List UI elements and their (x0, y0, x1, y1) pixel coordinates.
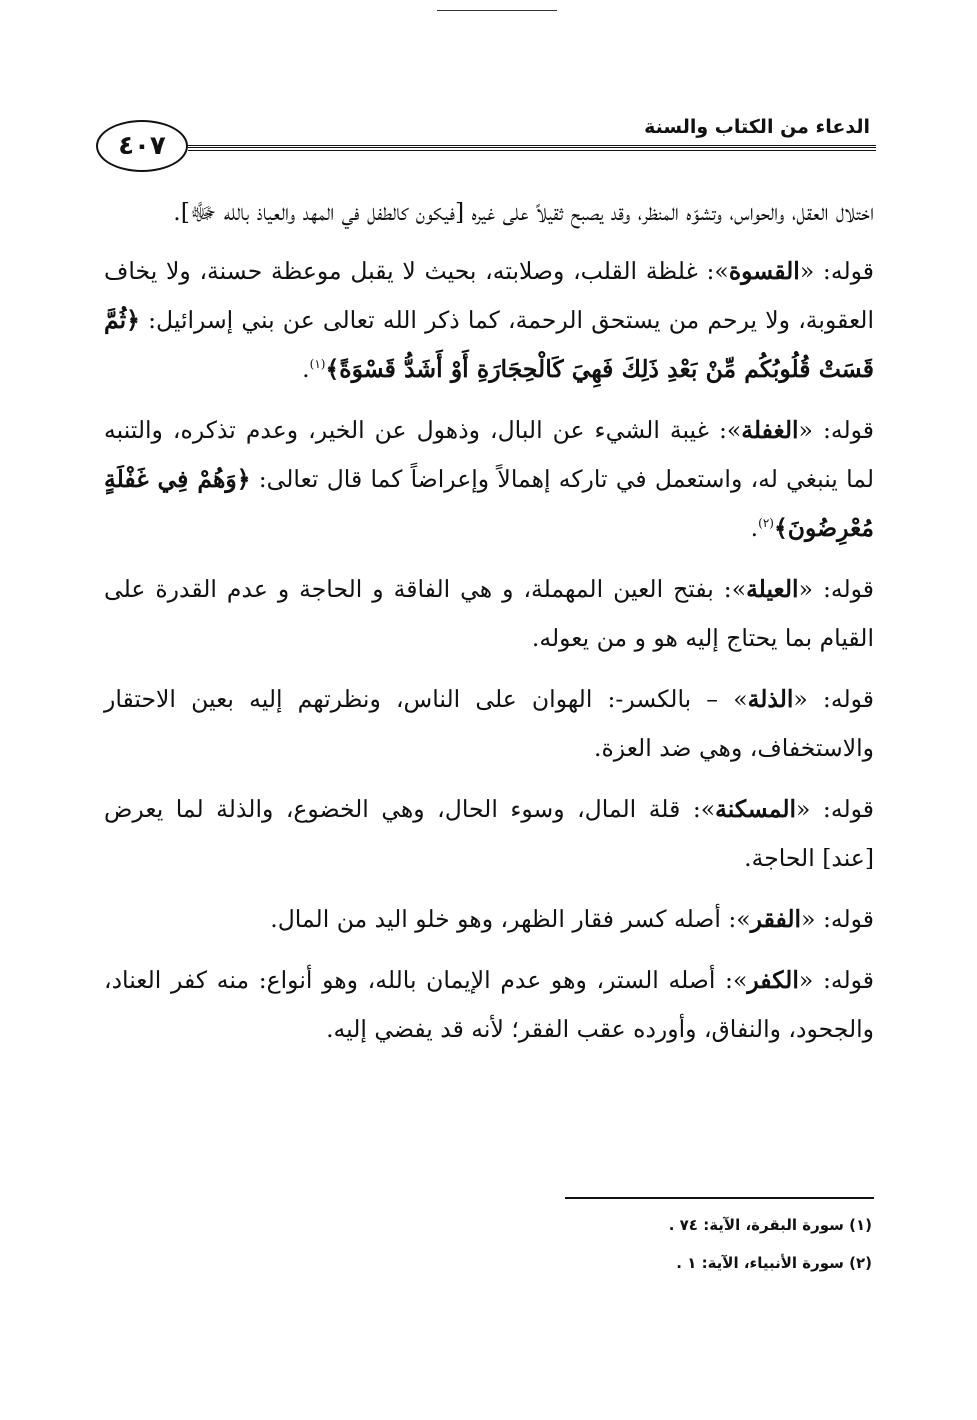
footnote-1: (١) سورة البقرة، الآية: ٧٤ . (668, 1216, 872, 1234)
paragraph-ghafla (104, 406, 874, 553)
paragraph-qaswa (104, 247, 874, 394)
paragraph-faqr (104, 895, 874, 944)
footnote-ref: (٢) (758, 516, 774, 531)
paragraph-text: اختلال العقل، والحواس، وتشوّه المنظر، وقد يصبح ثقيلاً على غيره [فيكون كالطفل في المهد والعياذ بالله ﷻ]. (173, 198, 874, 226)
defined-term: العيلة (746, 575, 799, 603)
paragraph-prefix: قوله: « (798, 575, 874, 603)
paragraph-text: »: غلظة القلب، وصلابته، بحيث لا يقبل موعظة حسنة، ولا يخاف العقوبة، ولا يرحم من يستحق الرحمة، كما ذكر الله تعالى عن بني إسرائيل: (104, 257, 874, 334)
page-header (96, 112, 880, 182)
paragraph-ayla (104, 565, 874, 663)
defined-term: المسكنة (715, 795, 797, 823)
defined-term: القسوة (728, 257, 800, 285)
paragraph-maskana (104, 785, 874, 883)
paragraph-text: »: بفتح العين المهملة، و هي الفاقة و الحاجة و عدم القدرة على القيام بما يحتاج إليه هو و من يعوله. (104, 575, 874, 652)
footnotes (500, 1206, 872, 1282)
paragraph-prefix: قوله: « (798, 966, 874, 994)
paragraph-prefix: قوله: « (799, 257, 874, 285)
defined-term: الكفر (747, 966, 799, 994)
footnote-rule (565, 1197, 874, 1199)
paragraph-text: »: قلة المال، وسوء الحال، وهي الخضوع، والذلة لما يعرض [عند] الحاجة. (104, 795, 874, 872)
paragraph-text: »: غيبة الشيء عن البال، وذهول عن الخير، وعدم تذكره، والتنبه لما ينبغي له، واستعمل في تاركه إهمالاً وإعراضاً كما قال تعالى: (104, 416, 874, 493)
paragraph-prefix: قوله: « (796, 795, 874, 823)
page-body (104, 188, 874, 1066)
top-rule (437, 10, 557, 11)
page-number: ٤٠٧ (96, 120, 188, 172)
footnote-ref: (١) (309, 357, 326, 372)
header-rule (188, 145, 876, 151)
defined-term: الذلة (747, 685, 794, 713)
paragraph-end: . (302, 355, 310, 383)
defined-term: الفقر (750, 905, 802, 933)
running-title: الدعاء من الكتاب والسنة (644, 116, 870, 138)
paragraph-prefix: قوله: « (801, 905, 874, 933)
paragraph-dhilla (104, 675, 874, 773)
paragraph-1 (104, 188, 874, 237)
defined-term: الغفلة (741, 416, 799, 444)
quran-verse: ﴿ثُمَّ قَسَتْ قُلُوبُكُم مِّنْ بَعْدِ ذَلِكَ فَهِيَ كَالْحِجَارَةِ أَوْ أَشَدُّ قَسْوَةً﴾ (104, 306, 874, 383)
paragraph-end: . (750, 514, 759, 542)
footnote-2: (٢) سورة الأنبياء، الآية: ١ . (676, 1254, 872, 1272)
paragraph-text: »: أصله الستر، وهو عدم الإيمان بالله، وهو أنواع: منه كفر العناد، والجحود، والنفاق، وأورده عقب الفقر؛ لأنه قد يفضي إليه. (104, 966, 874, 1043)
paragraph-prefix: قوله: « (798, 416, 874, 444)
paragraph-text: »: أصله كسر فقار الظهر، وهو خلو اليد من المال. (270, 905, 751, 933)
paragraph-text: » – بالكسر-: الهوان على الناس، ونظرتهم إليه بعين الاحتقار والاستخفاف، وهي ضد العزة. (104, 685, 874, 762)
paragraph-kufr (104, 956, 874, 1054)
quran-verse: ﴿وَهُمْ فِي غَفْلَةٍ مُعْرِضُونَ﴾ (104, 465, 874, 542)
paragraph-prefix: قوله: « (793, 685, 874, 713)
